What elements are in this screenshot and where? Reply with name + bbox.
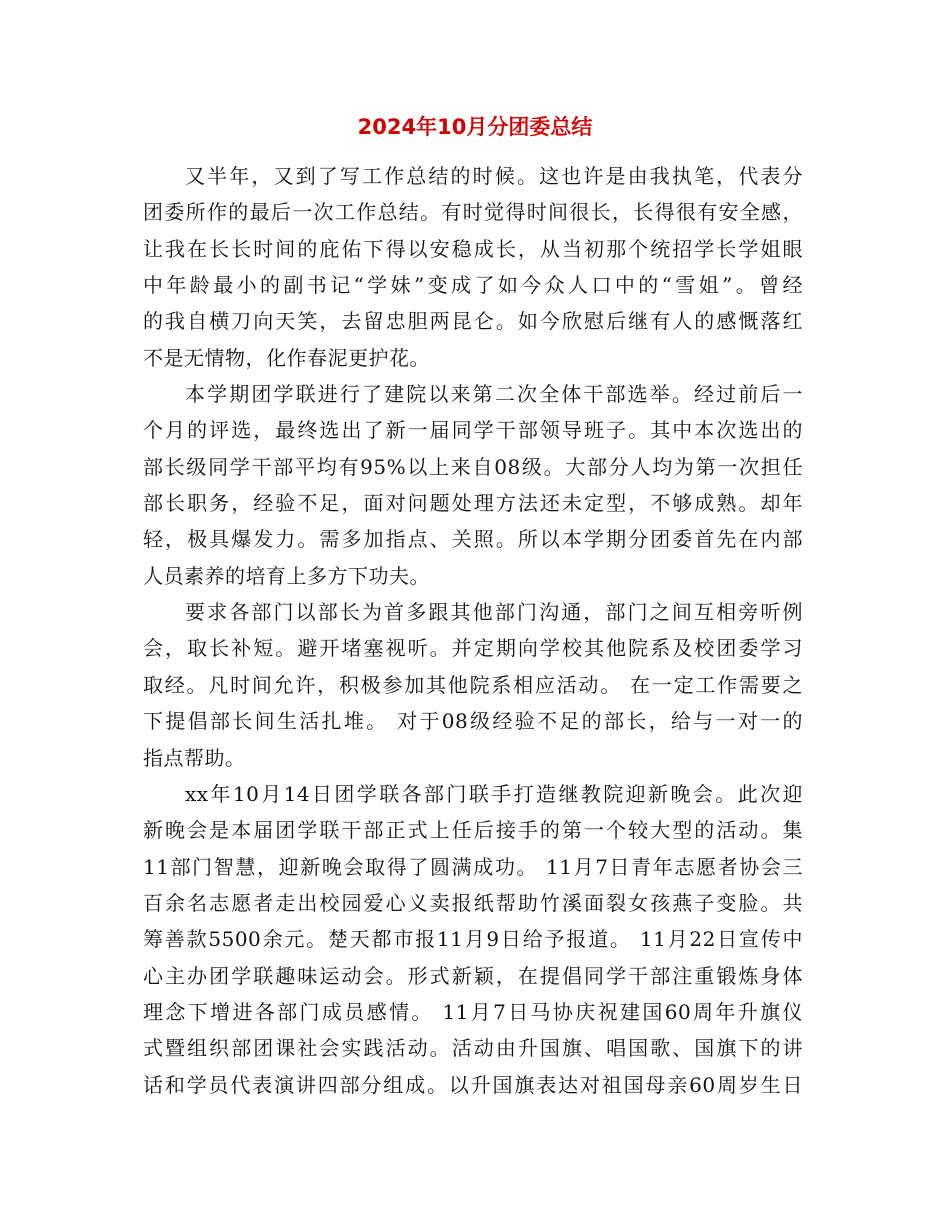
paragraph-1-line: 不是无情物，化作春泥更护花。 <box>143 345 430 370</box>
paragraph-2-line: 轻，极具爆发力。需多加指点、关照。所以本学期分团委首先在内部 <box>143 527 803 552</box>
paragraph-1-line: 让我在长长时间的庇佑下得以安稳成长，从当初那个统招学长学姐眼 <box>143 236 803 261</box>
paragraph-3-line: 会，取长补短。避开堵塞视听。并定期向学校其他院系及校团委学习 <box>143 636 803 661</box>
paragraph-2-line: 人员素养的培育上多方下功夫。 <box>143 563 430 588</box>
paragraph-4-line: 式暨组织部团课社会实践活动。活动由升国旗、唱国歌、国旗下的讲 <box>143 1036 803 1061</box>
paragraph-2-line: 部长职务，经验不足，面对问题处理方法还未定型，不够成熟。却年 <box>143 491 803 516</box>
paragraph-4-line: 11部门智慧，迎新晚会取得了圆满成功。 11月7日青年志愿者协会三 <box>143 854 803 879</box>
paragraph-1-line: 又半年，又到了写工作总结的时候。这也许是由我执笔，代表分 <box>185 164 803 188</box>
paragraph-2-line: 个月的评选，最终选出了新一届同学干部领导班子。其中本次选出的 <box>143 418 803 443</box>
paragraph-3-line: 要求各部门以部长为首多跟其他部门沟通，部门之间互相旁听例 <box>185 600 803 625</box>
paragraph-4-line: 新晚会是本届团学联干部正式上任后接手的第一个较大型的活动。集 <box>143 818 803 843</box>
paragraph-3-line: 下提倡部长间生活扎堆。 对于08级经验不足的部长，给与一对一的 <box>143 709 803 734</box>
paragraph-2-line: 部长级同学干部平均有95%以上来自08级。大部分人均为第一次担任 <box>143 454 803 479</box>
paragraph-4-line: xx年10月14日团学联各部门联手打造继教院迎新晚会。此次迎 <box>185 781 803 806</box>
document-body <box>143 158 803 1103</box>
paragraph-1-line: 团委所作的最后一次工作总结。有时觉得时间很长，长得很有安全感， <box>143 200 803 225</box>
paragraph-4-line: 心主办团学联趣味运动会。形式新颖，在提倡同学干部注重锻炼身体 <box>143 963 803 988</box>
paragraph-2-line: 本学期团学联进行了建院以来第二次全体干部选举。经过前后一 <box>185 382 803 407</box>
paragraph-4-line: 筹善款5500余元。楚天都市报11月9日给予报道。 11月22日宣传中 <box>143 927 803 952</box>
paragraph-1-line: 中年龄最小的副书记“学妹”变成了如今众人口中的“雪姐”。曾经 <box>143 273 803 298</box>
paragraph-3-line: 取经。凡时间允许，积极参加其他院系相应活动。 在一定工作需要之 <box>143 672 803 697</box>
paragraph-4-line: 理念下增进各部门成员感情。 11月7日马协庆祝建国60周年升旗仪 <box>143 999 803 1024</box>
document-title: 2024年10月分团委总结 <box>357 115 593 139</box>
paragraph-3-line: 指点帮助。 <box>143 745 246 770</box>
paragraph-1-line: 的我自横刀向天笑，去留忠胆两昆仑。如今欣慰后继有人的感慨落红 <box>143 309 803 334</box>
paragraph-4-line: 百余名志愿者走出校园爱心义卖报纸帮助竹溪面裂女孩燕子变脸。共 <box>143 890 803 915</box>
paragraph-4-line: 话和学员代表演讲四部分组成。以升国旗表达对祖国母亲60周岁生日 <box>143 1072 803 1097</box>
